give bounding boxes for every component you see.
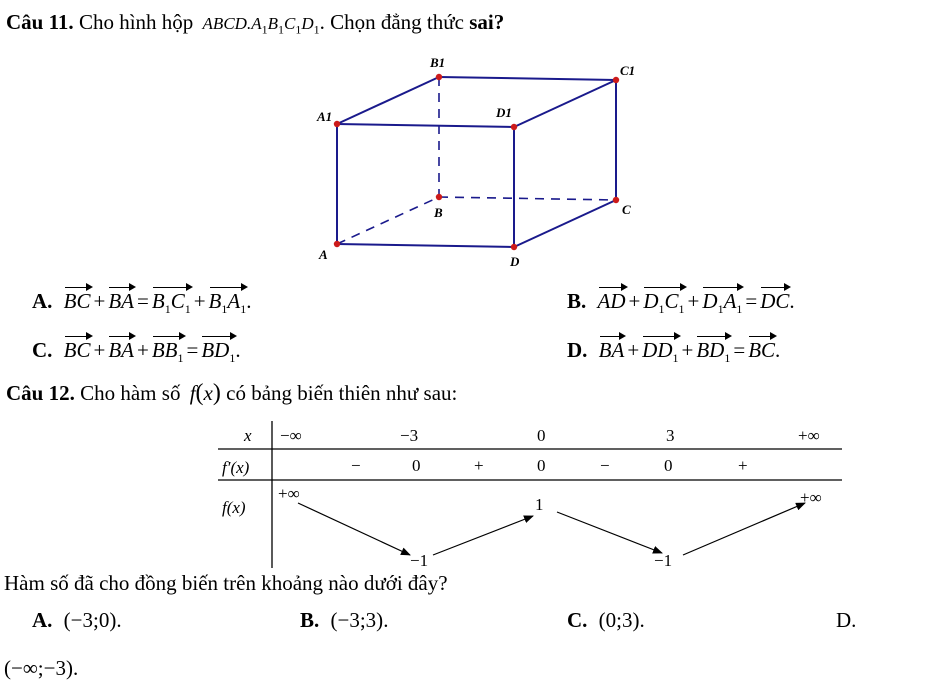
arrow-increase-1 — [433, 516, 533, 555]
x-zero: 0 — [537, 426, 546, 445]
row-x-label: x — [244, 426, 252, 445]
q11-option-a[interactable]: A. BC + BA = $B_1C_1 + B_1A_1$. — [32, 283, 251, 317]
q12-func-name: f(x) — [189, 380, 221, 406]
label-d1: D1 — [496, 105, 512, 120]
x-neg-inf: −∞ — [280, 426, 302, 445]
sign-1: − — [351, 456, 361, 475]
q12-number: Câu 12. — [6, 381, 75, 405]
q12-option-a-letter: A. — [32, 608, 53, 632]
q12-option-c-letter: C. — [567, 608, 588, 632]
label-d: D — [510, 254, 520, 269]
q11-option-c-letter: C. — [32, 338, 53, 362]
x-neg-3: −3 — [400, 426, 419, 445]
f-min-1: −1 — [410, 551, 429, 570]
f-max: 1 — [535, 495, 544, 514]
q12-option-b-letter: B. — [300, 608, 320, 632]
sign-4: + — [738, 456, 748, 475]
zero-2: 0 — [537, 456, 546, 475]
arrow-increase-2 — [683, 503, 805, 555]
q11-option-b[interactable]: B. AD + $D_1C_1 + D_1A_1$ = DC. — [567, 283, 795, 317]
q12-text-before: Cho hàm số — [80, 381, 181, 405]
q11-number: Câu 11. — [6, 10, 74, 34]
row-fp-label: f′(x) — [222, 458, 250, 477]
label-a: A — [319, 247, 328, 262]
q12-option-a[interactable]: A. (−3;0). — [32, 608, 122, 632]
q11-option-c[interactable]: C. BC + BA + $BB_1 = BD_1$. — [32, 332, 241, 366]
sign-2: + — [474, 456, 484, 475]
q12-option-c[interactable]: C. (0;3). — [567, 608, 645, 632]
q11-text-before: Cho hình hộp — [78, 10, 194, 34]
q12-option-a-value: (−3;0) — [63, 608, 117, 632]
table-grid — [218, 421, 842, 568]
q11-option-d-letter: D. — [567, 338, 588, 362]
arrow-decrease-1 — [298, 503, 410, 555]
q11-keyword: sai? — [469, 10, 505, 34]
variation-arrows — [298, 503, 805, 555]
q11-option-b-letter: B. — [567, 289, 587, 313]
f-min-2: −1 — [654, 551, 673, 570]
label-b: B — [434, 205, 443, 220]
x-pos-inf: +∞ — [798, 426, 820, 445]
row-f-label: f(x) — [222, 498, 246, 517]
zero-3: 0 — [664, 456, 673, 475]
f-neg-inf-value: +∞ — [278, 484, 300, 503]
f-pos-inf-value: +∞ — [800, 488, 822, 507]
q12-question: Hàm số đã cho đồng biến trên khoảng nào dưới đây? — [4, 571, 448, 595]
zero-1: 0 — [412, 456, 421, 475]
x-three: 3 — [666, 426, 675, 445]
q12-option-d-letter[interactable]: D. — [836, 608, 857, 632]
q11-text-after: . Chọn đẳng thức — [319, 10, 464, 34]
label-c1: C1 — [620, 63, 636, 78]
q12-option-b-value: (−3;3) — [330, 608, 384, 632]
q12-option-d-value: (−∞;−3). — [4, 656, 79, 680]
label-b1: B1 — [430, 55, 446, 70]
q12-text-after: có bảng biến thiên như sau: — [226, 381, 458, 405]
label-a1: A1 — [317, 109, 333, 124]
q12-option-c-value: (0;3) — [598, 608, 640, 632]
q11-option-d[interactable]: D. BA + $DD_1 + BD_1$ = BC. — [567, 332, 780, 366]
sign-3: − — [600, 456, 610, 475]
q11-solid-name: $ABCD.A_1B_1C_1D_1$ — [202, 14, 320, 37]
label-c: C — [622, 202, 631, 217]
q12-option-b[interactable]: B. (−3;3). — [300, 608, 389, 632]
q11-option-a-letter: A. — [32, 289, 53, 313]
arrow-decrease-2 — [557, 512, 662, 553]
